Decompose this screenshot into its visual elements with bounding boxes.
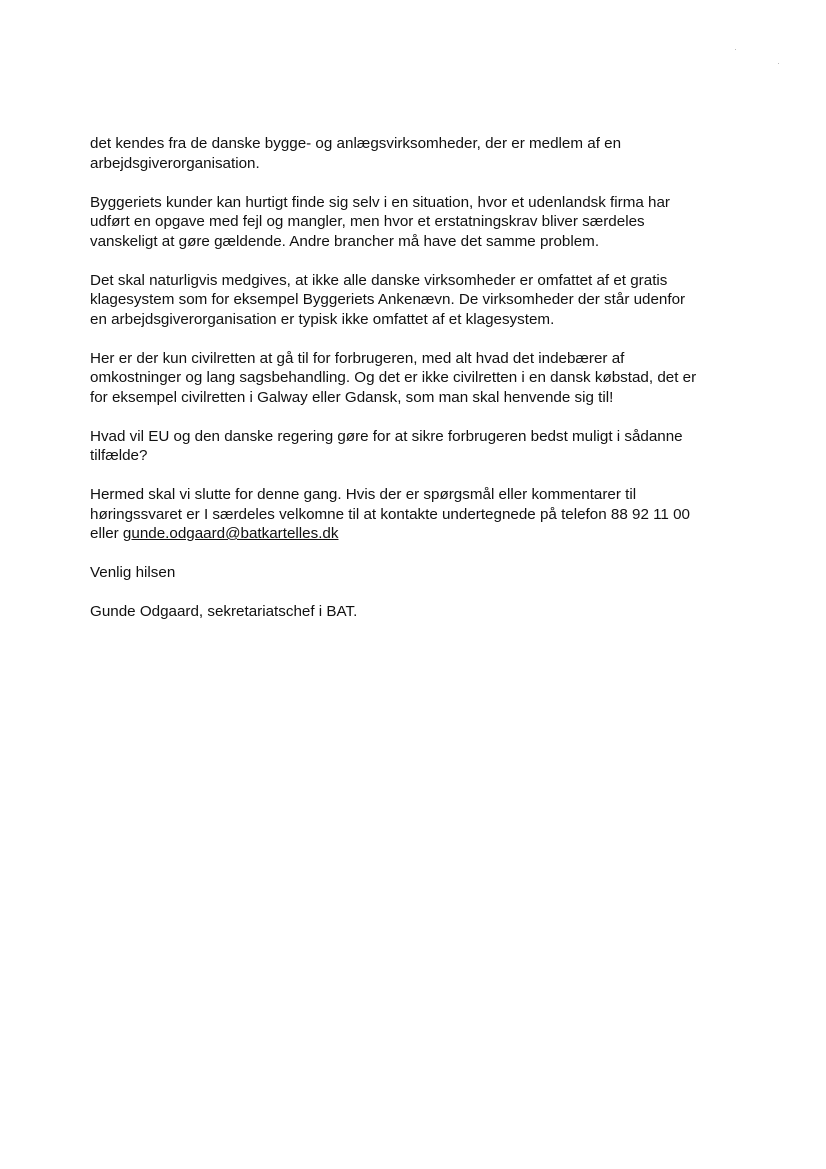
text-line: det kendes fra de danske bygge- og anlægsvirksomheder, der er medlem af en [90,135,622,152]
text-line: Hermed skal vi slutte for denne gang. Hvis der er spørgsmål eller kommentarer til [90,486,637,503]
text-line: klagesystem som for eksempel Byggeriets Ankenævn. De virksomheder der står udenfor [90,291,686,308]
text-line: Byggeriets kunder kan hurtigt finde sig selv i en situation, hvor et udenlandsk firma har [90,193,670,211]
paragraph-customer-situation [90,193,770,252]
email-link[interactable]: gunde.odgaard@batkartelles.dk [122,525,339,542]
paragraph-complaint-system [90,271,770,330]
text-fragment: eller [90,525,123,542]
paragraph-question [90,427,770,466]
text-line: Her er der kun civilretten at gå til for forbrugeren, med alt hvad det indebærer af [90,349,625,367]
closing-greeting: Venlig hilsen [90,564,176,581]
signature-line: Gunde Odgaard, sekretariatschef i BAT. [90,603,358,620]
text-line: udført en opgave med fejl og mangler, men hvor et erstatningskrav bliver særdeles [90,213,645,230]
text-line: for eksempel civilretten i Galway eller Gdansk, som man skal henvende sig til! [90,388,614,406]
paragraph-civil-court [90,349,770,408]
text-line: tilfælde? [90,447,148,464]
text-line: arbejdsgiverorganisation. [90,154,260,172]
paragraph-intro-continuation [90,134,770,173]
letter-body [90,134,770,641]
text-line: en arbejdsgiverorganisation er typisk ikke omfattet af et klagesystem. [90,310,555,328]
text-line [90,524,770,544]
text-line: vanskeligt at gøre gældende. Andre brancher må have det samme problem. [90,232,600,250]
paragraph-contact [90,485,770,544]
scan-speck [778,63,779,64]
text-line: omkostninger og lang sagsbehandling. Og det er ikke civilretten i en dansk købstad, det er [90,369,697,386]
scan-speck [735,49,736,50]
text-line: høringssvaret er I særdeles velkomne til at kontakte undertegnede på telefon 88 92 11 00 [90,505,690,523]
text-line: Det skal naturligvis medgives, at ikke alle danske virksomheder er omfattet af et gratis [90,271,668,289]
text-line: Hvad vil EU og den danske regering gøre for at sikre forbrugeren bedst muligt i sådanne [90,427,683,445]
